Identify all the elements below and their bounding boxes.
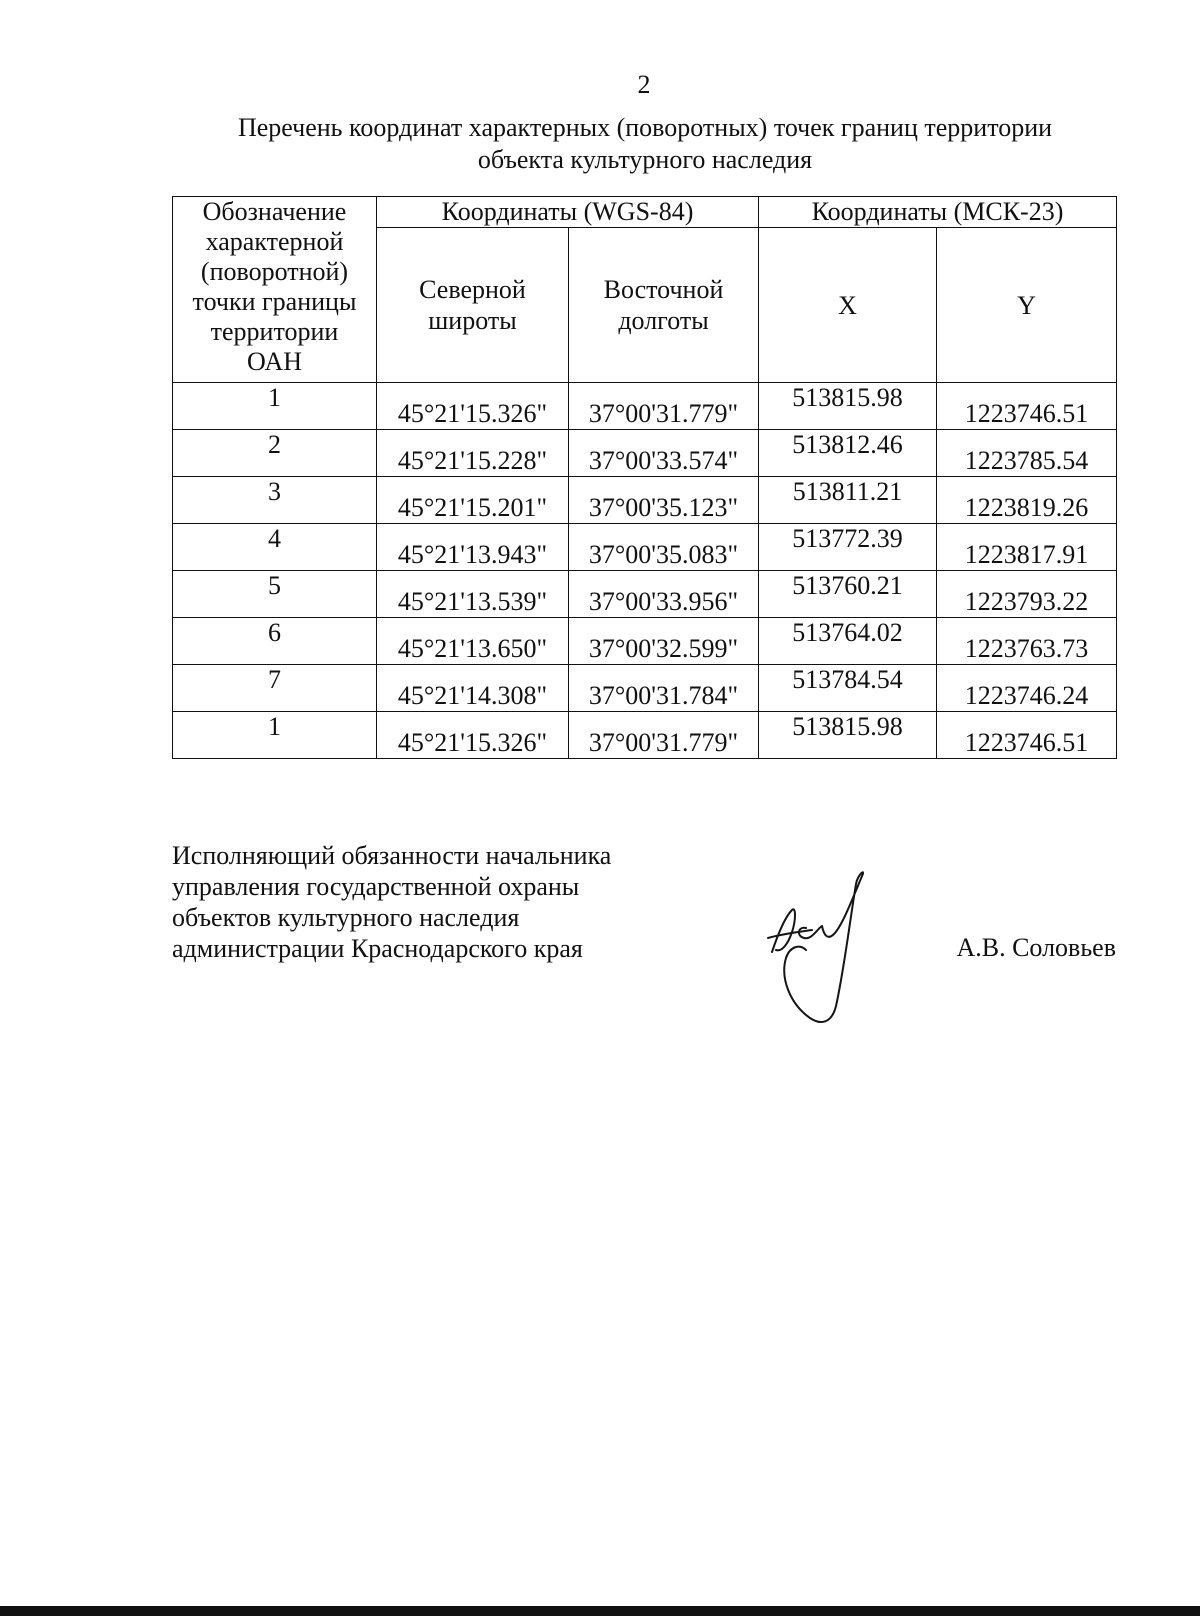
cell-y: 1223817.91 [937, 524, 1117, 571]
document-title [170, 112, 1120, 176]
signer-position-line: Исполняющий обязанности начальника [172, 841, 612, 870]
cell-point: 5 [173, 571, 377, 618]
cell-x: 513815.98 [759, 712, 937, 759]
header-y: Y [937, 228, 1117, 383]
page-number: 2 [637, 70, 651, 99]
table-row [173, 383, 1117, 430]
cell-y: 1223746.51 [937, 712, 1117, 759]
signer-name: А.В. Соловьев [956, 933, 1116, 962]
cell-latitude: 45°21'15.326" [377, 383, 569, 430]
table-row [173, 430, 1117, 477]
signer-position-line: управления государственной охраны [172, 872, 580, 901]
coordinates-table-body [173, 383, 1117, 759]
cell-point: 6 [173, 618, 377, 665]
cell-y: 1223763.73 [937, 618, 1117, 665]
cell-latitude: 45°21'15.201" [377, 477, 569, 524]
cell-y: 1223793.22 [937, 571, 1117, 618]
cell-x: 513760.21 [759, 571, 937, 618]
cell-x: 513772.39 [759, 524, 937, 571]
cell-latitude: 45°21'13.943" [377, 524, 569, 571]
cell-y: 1223746.51 [937, 383, 1117, 430]
header-north-line: широты [428, 306, 517, 335]
cell-x: 513784.54 [759, 665, 937, 712]
cell-longitude: 37°00'31.784" [569, 665, 759, 712]
header-point-designation [173, 197, 377, 383]
cell-point: 3 [173, 477, 377, 524]
table-row [173, 571, 1117, 618]
header-point-line: Обозначение [202, 197, 347, 226]
table-row [173, 618, 1117, 665]
header-east-line: Восточной [603, 275, 724, 304]
cell-latitude: 45°21'13.650" [377, 618, 569, 665]
cell-longitude: 37°00'31.779" [569, 712, 759, 759]
header-point-line: характерной [205, 227, 344, 256]
cell-longitude: 37°00'35.123" [569, 477, 759, 524]
cell-x: 513764.02 [759, 618, 937, 665]
cell-longitude: 37°00'33.574" [569, 430, 759, 477]
cell-y: 1223785.54 [937, 430, 1117, 477]
table-row [173, 712, 1117, 759]
header-point-line: ОАН [246, 347, 303, 376]
cell-latitude: 45°21'13.539" [377, 571, 569, 618]
header-east-longitude [569, 228, 759, 383]
cell-latitude: 45°21'14.308" [377, 665, 569, 712]
cell-x: 513811.21 [759, 477, 937, 524]
header-x: X [759, 228, 937, 383]
title-line-2: объекта культурного наследия [477, 145, 813, 174]
cell-y: 1223819.26 [937, 477, 1117, 524]
header-east-line: долготы [618, 306, 709, 335]
cell-point: 2 [173, 430, 377, 477]
scan-edge-bar [0, 1606, 1200, 1616]
signature-block [172, 840, 1116, 1040]
signer-position-line: объектов культурного наследия [172, 903, 520, 932]
header-north-line: Северной [419, 275, 526, 304]
table-row [173, 665, 1117, 712]
cell-latitude: 45°21'15.326" [377, 712, 569, 759]
cell-point: 1 [173, 383, 377, 430]
header-point-line: точки границы [192, 287, 357, 316]
signer-position [172, 840, 611, 964]
title-line-1: Перечень координат характерных (поворотных) точек границ территории [237, 113, 1053, 142]
table-row [173, 477, 1117, 524]
cell-point: 4 [173, 524, 377, 571]
cell-latitude: 45°21'15.228" [377, 430, 569, 477]
handwritten-signature-icon [762, 870, 872, 1030]
header-point-line: территории [210, 317, 339, 346]
cell-x: 513815.98 [759, 383, 937, 430]
cell-longitude: 37°00'32.599" [569, 618, 759, 665]
signer-position-line: администрации Краснодарского края [172, 934, 583, 963]
cell-y: 1223746.24 [937, 665, 1117, 712]
cell-point: 1 [173, 712, 377, 759]
cell-longitude: 37°00'33.956" [569, 571, 759, 618]
cell-longitude: 37°00'31.779" [569, 383, 759, 430]
cell-x: 513812.46 [759, 430, 937, 477]
header-msk23-group: Координаты (МСК-23) [759, 197, 1117, 228]
table-row [173, 524, 1117, 571]
cell-point: 7 [173, 665, 377, 712]
header-north-latitude [377, 228, 569, 383]
cell-longitude: 37°00'35.083" [569, 524, 759, 571]
header-wgs84-group: Координаты (WGS-84) [377, 197, 759, 228]
coordinates-table [172, 196, 1117, 759]
header-point-line: (поворотной) [200, 257, 349, 286]
